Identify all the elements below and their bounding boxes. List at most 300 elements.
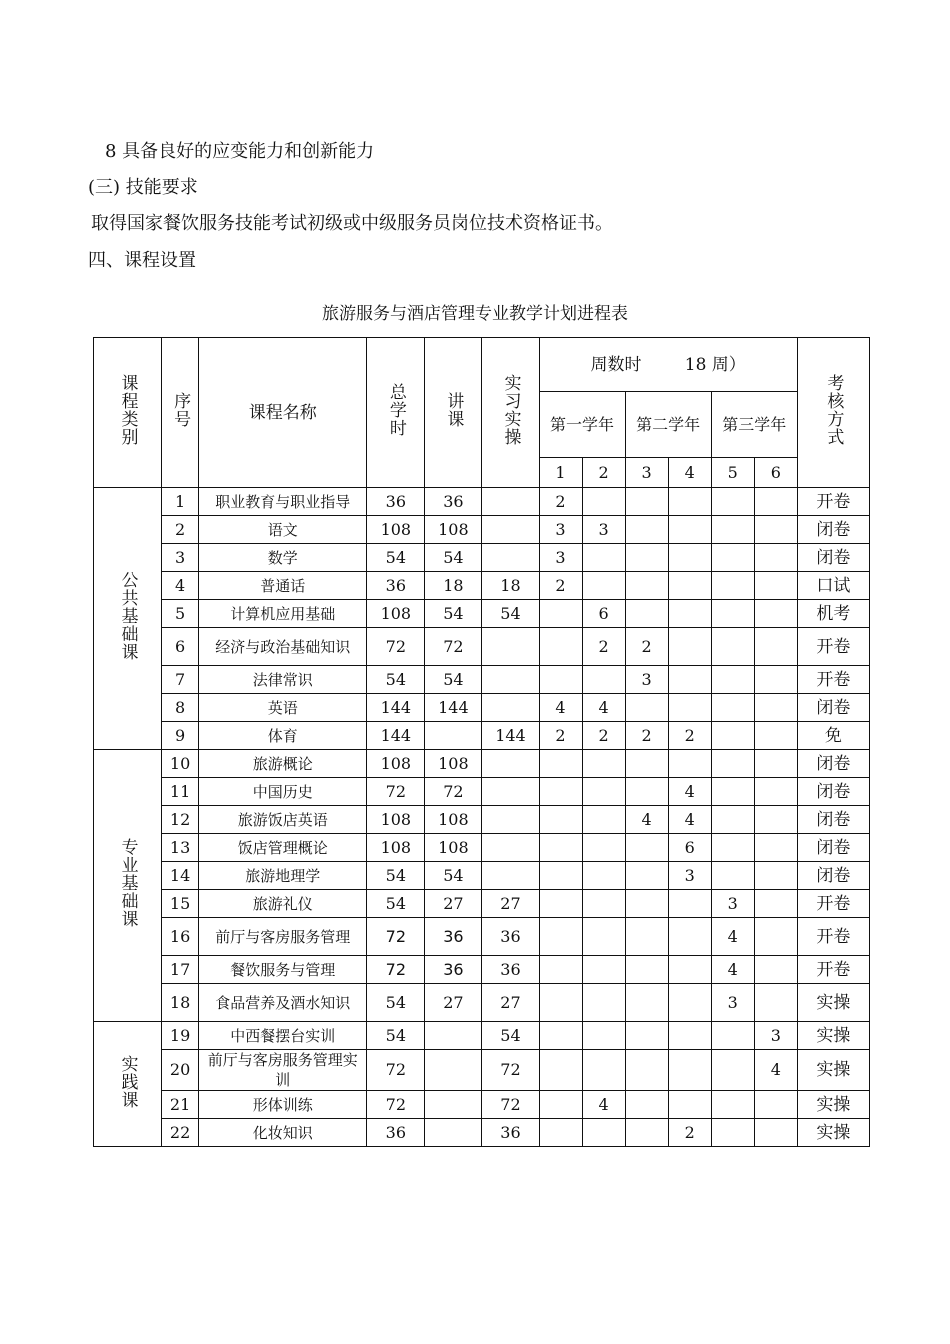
table-row (94, 862, 870, 890)
header-term-4: 4 (668, 458, 711, 488)
total-hours-cell: 54 (367, 1022, 425, 1050)
seq-cell: 21 (162, 1091, 199, 1119)
term-5-cell: 4 (711, 956, 754, 984)
term-5-cell: 3 (711, 890, 754, 918)
term-4-cell (668, 694, 711, 722)
term-6-cell (754, 984, 797, 1022)
assessment-cell: 闭卷 (797, 750, 869, 778)
term-4-cell: 6 (668, 834, 711, 862)
assessment-cell: 开卷 (797, 666, 869, 694)
term-4-cell: 2 (668, 1119, 711, 1147)
lecture-hours-cell: 27 (425, 984, 482, 1022)
category-professional: 专业基础课 (94, 750, 162, 1022)
header-category: 课程类别 (94, 338, 162, 488)
term-5-cell (711, 778, 754, 806)
table-caption: 旅游服务与酒店管理专业教学计划进程表 (322, 304, 628, 324)
total-hours-cell: 108 (367, 806, 425, 834)
teaching-plan-table (93, 337, 870, 1147)
lecture-hours-cell: 27 (425, 890, 482, 918)
header-assessment: 考核方式 (797, 338, 869, 488)
term-1-cell: 3 (539, 516, 582, 544)
table-row (94, 572, 870, 600)
term-6-cell (754, 890, 797, 918)
practice-hours-cell: 27 (482, 984, 539, 1022)
lecture-hours-cell: 18 (425, 572, 482, 600)
term-2-cell (582, 750, 625, 778)
header-term-3: 3 (625, 458, 668, 488)
term-2-cell (582, 1050, 625, 1091)
course-name-cell: 语文 (199, 516, 367, 544)
course-name-cell: 经济与政治基础知识 (199, 628, 367, 666)
course-name-cell: 法律常识 (199, 666, 367, 694)
term-2-cell: 4 (582, 694, 625, 722)
term-4-cell (668, 666, 711, 694)
table-row (94, 628, 870, 666)
term-3-cell: 2 (625, 628, 668, 666)
course-name-cell: 英语 (199, 694, 367, 722)
seq-cell: 3 (162, 544, 199, 572)
assessment-cell: 开卷 (797, 890, 869, 918)
term-5-cell (711, 750, 754, 778)
course-name-cell: 体育 (199, 722, 367, 750)
seq-cell: 13 (162, 834, 199, 862)
term-1-cell (539, 600, 582, 628)
term-2-cell (582, 984, 625, 1022)
course-name-cell: 普通话 (199, 572, 367, 600)
term-3-cell (625, 1091, 668, 1119)
term-2-cell (582, 572, 625, 600)
lecture-hours-cell: 108 (425, 806, 482, 834)
seq-cell: 6 (162, 628, 199, 666)
term-2-cell (582, 1022, 625, 1050)
assessment-cell: 闭卷 (797, 862, 869, 890)
practice-hours-cell (482, 834, 539, 862)
term-6-cell (754, 750, 797, 778)
practice-hours-cell (482, 666, 539, 694)
term-3-cell (625, 834, 668, 862)
practice-hours-cell: 144 (482, 722, 539, 750)
skills-requirement-text: 取得国家餐饮服务技能考试初级或中级服务员岗位技术资格证书。 (91, 213, 613, 234)
term-2-cell: 3 (582, 516, 625, 544)
assessment-cell: 实操 (797, 1091, 869, 1119)
course-name-cell: 职业教育与职业指导 (199, 488, 367, 516)
term-1-cell (539, 1119, 582, 1147)
lecture-hours-cell: 108 (425, 750, 482, 778)
table-row (94, 694, 870, 722)
term-5-cell (711, 572, 754, 600)
term-6-cell (754, 862, 797, 890)
lecture-hours-cell (425, 722, 482, 750)
term-1-cell: 2 (539, 488, 582, 516)
total-hours-cell: 36 (367, 488, 425, 516)
term-6-cell (754, 694, 797, 722)
term-5-cell (711, 834, 754, 862)
header-year-3: 第三学年 (711, 392, 797, 458)
practice-hours-cell: 54 (482, 600, 539, 628)
lecture-hours-cell: 144 (425, 694, 482, 722)
practice-hours-cell (482, 628, 539, 666)
total-hours-cell: 72 (367, 918, 425, 956)
lecture-hours-cell: 36 (425, 488, 482, 516)
course-setup-heading: 四、课程设置 (88, 250, 196, 271)
table-row (94, 600, 870, 628)
seq-cell: 2 (162, 516, 199, 544)
term-6-cell (754, 544, 797, 572)
practice-hours-cell (482, 544, 539, 572)
term-2-cell (582, 834, 625, 862)
assessment-cell: 开卷 (797, 918, 869, 956)
total-hours-cell: 54 (367, 862, 425, 890)
table-row (94, 834, 870, 862)
assessment-cell: 闭卷 (797, 778, 869, 806)
table-row (94, 516, 870, 544)
lecture-hours-cell: 54 (425, 544, 482, 572)
term-3-cell (625, 956, 668, 984)
table-row (94, 1091, 870, 1119)
term-2-cell: 2 (582, 628, 625, 666)
lecture-hours-cell: 36 (425, 918, 482, 956)
term-4-cell: 2 (668, 722, 711, 750)
seq-cell: 5 (162, 600, 199, 628)
practice-hours-cell: 72 (482, 1091, 539, 1119)
term-4-cell (668, 488, 711, 516)
term-2-cell (582, 488, 625, 516)
practice-hours-cell (482, 806, 539, 834)
term-5-cell (711, 694, 754, 722)
term-3-cell (625, 600, 668, 628)
term-6-cell (754, 834, 797, 862)
term-3-cell (625, 778, 668, 806)
seq-cell: 19 (162, 1022, 199, 1050)
assessment-cell: 实操 (797, 984, 869, 1022)
term-3-cell (625, 918, 668, 956)
term-6-cell (754, 778, 797, 806)
course-name-cell: 旅游礼仪 (199, 890, 367, 918)
table-row (94, 956, 870, 984)
term-4-cell (668, 572, 711, 600)
term-3-cell (625, 516, 668, 544)
term-6-cell (754, 918, 797, 956)
category-practice: 实践课 (94, 1022, 162, 1147)
term-4-cell (668, 1091, 711, 1119)
course-name-cell: 旅游地理学 (199, 862, 367, 890)
term-5-cell (711, 1091, 754, 1119)
practice-hours-cell: 36 (482, 918, 539, 956)
header-weekly-hours: 周数时 18 周） (539, 338, 797, 392)
term-4-cell (668, 984, 711, 1022)
term-3-cell (625, 488, 668, 516)
term-4-cell (668, 600, 711, 628)
term-3-cell (625, 984, 668, 1022)
table-body (94, 488, 870, 1147)
assessment-cell: 口试 (797, 572, 869, 600)
seq-cell: 17 (162, 956, 199, 984)
term-3-cell (625, 544, 668, 572)
term-1-cell (539, 956, 582, 984)
term-2-cell: 6 (582, 600, 625, 628)
header-practice: 实习实操 (482, 338, 539, 488)
table-row (94, 984, 870, 1022)
course-name-cell: 旅游饭店英语 (199, 806, 367, 834)
term-4-cell: 4 (668, 806, 711, 834)
assessment-cell: 开卷 (797, 628, 869, 666)
lecture-hours-cell: 54 (425, 666, 482, 694)
practice-hours-cell: 18 (482, 572, 539, 600)
lecture-hours-cell: 108 (425, 516, 482, 544)
term-1-cell: 3 (539, 544, 582, 572)
term-3-cell (625, 694, 668, 722)
total-hours-cell: 54 (367, 890, 425, 918)
seq-cell: 10 (162, 750, 199, 778)
total-hours-cell: 108 (367, 600, 425, 628)
practice-hours-cell: 54 (482, 1022, 539, 1050)
term-5-cell (711, 806, 754, 834)
total-hours-cell: 36 (367, 572, 425, 600)
total-hours-cell: 54 (367, 544, 425, 572)
term-3-cell (625, 862, 668, 890)
table-row (94, 1022, 870, 1050)
table-row (94, 722, 870, 750)
term-6-cell (754, 722, 797, 750)
course-name-cell: 计算机应用基础 (199, 600, 367, 628)
seq-cell: 14 (162, 862, 199, 890)
seq-cell: 12 (162, 806, 199, 834)
total-hours-cell: 72 (367, 628, 425, 666)
term-2-cell (582, 918, 625, 956)
table-row (94, 666, 870, 694)
term-2-cell (582, 956, 625, 984)
total-hours-cell: 54 (367, 666, 425, 694)
total-hours-cell: 144 (367, 694, 425, 722)
term-6-cell (754, 600, 797, 628)
term-6-cell (754, 572, 797, 600)
practice-hours-cell: 27 (482, 890, 539, 918)
term-4-cell: 3 (668, 862, 711, 890)
seq-cell: 4 (162, 572, 199, 600)
term-1-cell (539, 1050, 582, 1091)
term-5-cell: 3 (711, 984, 754, 1022)
assessment-cell: 实操 (797, 1022, 869, 1050)
term-5-cell (711, 544, 754, 572)
assessment-cell: 闭卷 (797, 806, 869, 834)
table-row (94, 544, 870, 572)
term-1-cell: 2 (539, 572, 582, 600)
term-1-cell (539, 750, 582, 778)
course-name-cell: 数学 (199, 544, 367, 572)
lecture-hours-cell (425, 1119, 482, 1147)
term-1-cell (539, 862, 582, 890)
term-1-cell (539, 628, 582, 666)
total-hours-cell: 36 (367, 1119, 425, 1147)
course-name-cell: 前厅与客房服务管理实训 (199, 1050, 367, 1091)
term-5-cell (711, 1022, 754, 1050)
practice-hours-cell (482, 516, 539, 544)
term-3-cell: 2 (625, 722, 668, 750)
course-name-cell: 中国历史 (199, 778, 367, 806)
lecture-hours-cell: 72 (425, 628, 482, 666)
total-hours-cell: 108 (367, 834, 425, 862)
assessment-cell: 实操 (797, 1119, 869, 1147)
assessment-cell: 开卷 (797, 488, 869, 516)
assessment-cell: 闭卷 (797, 694, 869, 722)
term-2-cell (582, 544, 625, 572)
assessment-cell: 免 (797, 722, 869, 750)
header-term-5: 5 (711, 458, 754, 488)
course-name-cell: 化妆知识 (199, 1119, 367, 1147)
term-1-cell (539, 1091, 582, 1119)
term-6-cell (754, 956, 797, 984)
term-3-cell (625, 890, 668, 918)
header-term-2: 2 (582, 458, 625, 488)
header-seq: 序号 (162, 338, 199, 488)
term-4-cell (668, 750, 711, 778)
term-5-cell (711, 1119, 754, 1147)
term-5-cell (711, 600, 754, 628)
term-5-cell (711, 862, 754, 890)
header-term-6: 6 (754, 458, 797, 488)
term-2-cell (582, 862, 625, 890)
term-3-cell: 4 (625, 806, 668, 834)
header-year-2: 第二学年 (625, 392, 711, 458)
term-6-cell (754, 516, 797, 544)
assessment-cell: 机考 (797, 600, 869, 628)
course-name-cell: 食品营养及酒水知识 (199, 984, 367, 1022)
term-1-cell (539, 918, 582, 956)
practice-hours-cell (482, 750, 539, 778)
term-6-cell (754, 1091, 797, 1119)
term-5-cell (711, 722, 754, 750)
lecture-hours-cell: 54 (425, 600, 482, 628)
term-2-cell (582, 806, 625, 834)
total-hours-cell: 72 (367, 1091, 425, 1119)
term-3-cell (625, 1050, 668, 1091)
lecture-hours-cell: 72 (425, 778, 482, 806)
term-1-cell (539, 778, 582, 806)
term-2-cell (582, 1119, 625, 1147)
assessment-cell: 闭卷 (797, 544, 869, 572)
assessment-cell: 实操 (797, 1050, 869, 1091)
assessment-cell: 闭卷 (797, 834, 869, 862)
term-6-cell: 3 (754, 1022, 797, 1050)
total-hours-cell: 72 (367, 956, 425, 984)
term-1-cell (539, 666, 582, 694)
category-public: 公共基础课 (94, 488, 162, 750)
term-6-cell (754, 806, 797, 834)
term-4-cell (668, 918, 711, 956)
table-row (94, 778, 870, 806)
total-hours-cell: 108 (367, 750, 425, 778)
seq-cell: 18 (162, 984, 199, 1022)
lecture-hours-cell: 36 (425, 956, 482, 984)
term-1-cell (539, 984, 582, 1022)
lecture-hours-cell (425, 1091, 482, 1119)
practice-hours-cell (482, 488, 539, 516)
practice-hours-cell: 72 (482, 1050, 539, 1091)
term-5-cell (711, 488, 754, 516)
table-row (94, 890, 870, 918)
term-4-cell (668, 890, 711, 918)
practice-hours-cell (482, 778, 539, 806)
term-2-cell: 4 (582, 1091, 625, 1119)
lecture-hours-cell: 54 (425, 862, 482, 890)
practice-hours-cell: 36 (482, 1119, 539, 1147)
header-year-1: 第一学年 (539, 392, 625, 458)
term-3-cell (625, 750, 668, 778)
practice-hours-cell (482, 694, 539, 722)
header-total-hours: 总学时 (367, 338, 425, 488)
term-1-cell (539, 806, 582, 834)
term-6-cell (754, 666, 797, 694)
lecture-hours-cell (425, 1050, 482, 1091)
total-hours-cell: 54 (367, 984, 425, 1022)
term-1-cell (539, 1022, 582, 1050)
table-row (94, 750, 870, 778)
table-row (94, 918, 870, 956)
table-row (94, 806, 870, 834)
term-6-cell (754, 628, 797, 666)
term-2-cell (582, 778, 625, 806)
assessment-cell: 闭卷 (797, 516, 869, 544)
term-4-cell (668, 628, 711, 666)
term-6-cell (754, 1119, 797, 1147)
total-hours-cell: 72 (367, 1050, 425, 1091)
term-3-cell: 3 (625, 666, 668, 694)
lecture-hours-cell: 108 (425, 834, 482, 862)
seq-cell: 11 (162, 778, 199, 806)
practice-hours-cell: 36 (482, 956, 539, 984)
header-lecture: 讲课 (425, 338, 482, 488)
seq-cell: 9 (162, 722, 199, 750)
total-hours-cell: 108 (367, 516, 425, 544)
term-3-cell (625, 1119, 668, 1147)
table-row (94, 1119, 870, 1147)
table-row (94, 1050, 870, 1091)
course-name-cell: 旅游概论 (199, 750, 367, 778)
ability-item-8: 8 具备良好的应变能力和创新能力 (105, 141, 375, 162)
term-1-cell (539, 890, 582, 918)
seq-cell: 20 (162, 1050, 199, 1091)
header-course-name: 课程名称 (199, 338, 367, 488)
assessment-cell: 开卷 (797, 956, 869, 984)
term-6-cell (754, 488, 797, 516)
term-5-cell (711, 1050, 754, 1091)
seq-cell: 7 (162, 666, 199, 694)
lecture-hours-cell (425, 1022, 482, 1050)
term-3-cell (625, 1022, 668, 1050)
seq-cell: 16 (162, 918, 199, 956)
course-name-cell: 形体训练 (199, 1091, 367, 1119)
practice-hours-cell (482, 862, 539, 890)
term-4-cell (668, 1022, 711, 1050)
seq-cell: 22 (162, 1119, 199, 1147)
term-4-cell (668, 544, 711, 572)
term-1-cell: 2 (539, 722, 582, 750)
term-5-cell (711, 628, 754, 666)
seq-cell: 8 (162, 694, 199, 722)
course-name-cell: 中西餐摆台实训 (199, 1022, 367, 1050)
skills-heading: (三) 技能要求 (88, 177, 198, 198)
total-hours-cell: 144 (367, 722, 425, 750)
term-4-cell (668, 516, 711, 544)
term-6-cell: 4 (754, 1050, 797, 1091)
table-row (94, 488, 870, 516)
course-name-cell: 前厅与客房服务管理 (199, 918, 367, 956)
header-term-1: 1 (539, 458, 582, 488)
term-2-cell (582, 890, 625, 918)
course-name-cell: 饭店管理概论 (199, 834, 367, 862)
term-5-cell (711, 666, 754, 694)
term-4-cell (668, 1050, 711, 1091)
